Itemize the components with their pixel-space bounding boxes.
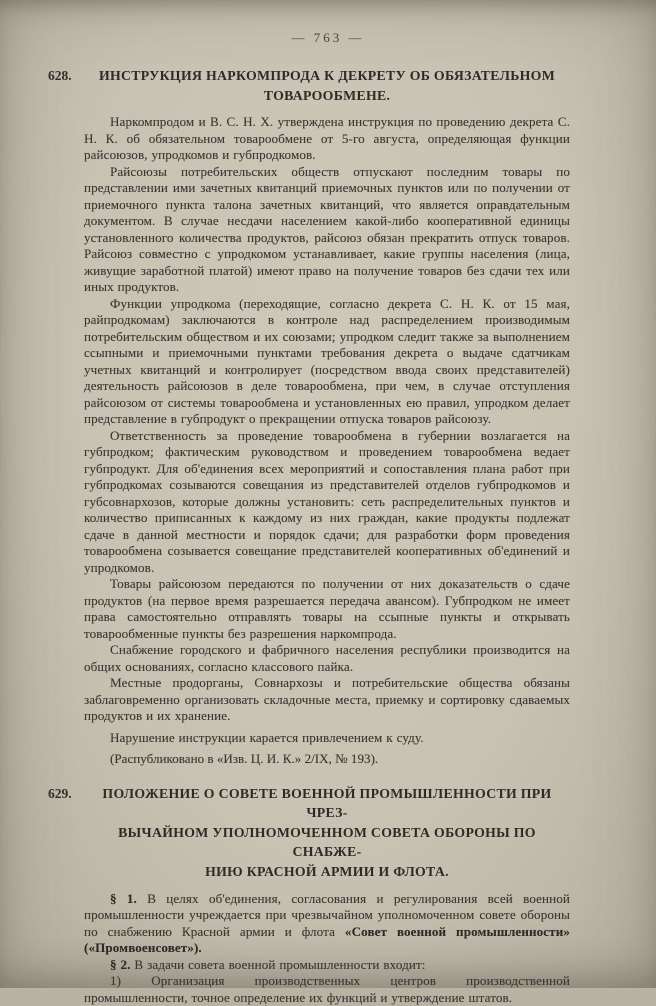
publication-note: (Распубликовано в «Изв. Ц. И. К.» 2/IX, № 193).: [110, 751, 379, 767]
section-title: [84, 784, 570, 882]
paragraph-text: В задачи совета военной промышленности входит:: [134, 956, 426, 972]
section-number: 628.: [48, 68, 72, 83]
section-number: 629.: [48, 785, 72, 801]
paragraph-marker: § 1.: [110, 890, 137, 906]
paragraph: 1) Организация производственных центров производственной промышленности, точное определение их функций и утверждение штатов.: [84, 973, 570, 1005]
paragraph: Ответственность за проведение товарообмена в губернии возлагается на губпродком; фактическим руководством и проведением товарообмена ведает губпродукт. Для об'единения всех мероприятий и сопоставления плана работ при губпродкомах созываются совещания из представителей отделов губпродкомов и губсовнархозов, которые должны установить: сеть распределительных пунктов и количество приписанных к каждому из них граждан, какие продукты подлежат сдаче в данной местности и порядок сдачи; для разработки форм проведения товарообмена созывается совещание представителей кооперативных об'единений и упродкомов.: [84, 427, 570, 575]
title-line: ИНСТРУКЦИЯ НАРКОМПРОДА К ДЕКРЕТУ ОБ ОБЯЗАТЕЛЬНОМ: [98, 68, 556, 83]
paragraph-bold: «Совет военной промышленности» («Промвоенсовет»).: [84, 923, 570, 956]
paragraph: [84, 957, 570, 974]
paragraph-marker: § 2.: [110, 956, 131, 972]
paragraph: Наркомпродом и В. С. Н. Х. утверждена инструкция по проведению декрета С. Н. К. об обязательном товарообмене от 5-го августа, определяющая функции райсоюзов, упродкомов и губпродкомов.: [84, 114, 570, 163]
page-number: — 763 —: [291, 30, 365, 45]
section-628: [48, 66, 570, 768]
paragraph: Снабжение городского и фабричного населения республики производится на общих основаниях, согласно классового пайка.: [84, 642, 570, 674]
title-line: ВЫЧАЙНОМ УПОЛНОМОЧЕННОМ СОВЕТА ОБОРОНЫ ПО СНАБЖЕ-: [118, 824, 536, 860]
paragraph: [84, 891, 570, 957]
paragraph: Функции упродкома (переходящие, согласно декрета С. Н. К. от 15 мая, райпродкомам) заключаются в контроле над распределением производимым потребительским обществом и их союзами; упродком следит также за выполнением ссыпными и приемочными пунктами требования декрета о выдаче сдатчикам учетных квитанций и контролирует (посредством ввода своих представителей) деятельность райсоюзов в деле товарообмена, при чем, в случае отступления райсоюзом от системы товарообмена и установленных ею правил, упродком делает представление в губпродукт о прекращении отпуска товаров райсоюзу.: [84, 295, 570, 427]
section-title: [84, 66, 570, 105]
paragraph: Местные продорганы, Совнархозы и потребительские общества обязаны заблаговременно организовать складочные места, приемку и сортировку сдаваемых продуктов и их хранение.: [84, 675, 570, 724]
title-line: ТОВАРООБМЕНЕ.: [263, 87, 391, 103]
paragraph: Райсоюзы потребительских обществ отпускают последним товары по представлении ими зачетных квитанций приемочных пунктов или по получении от приемочного пункта талона зачетных квитанций, что является оправдательным документом. В случае несдачи населением какой-либо кооперативной единицы установленного количества продуктов, райсоюз обязан прекратить отпуск товаров. Райсоюз совместно с упродкомом устанавливает, какие группы населения (лица, живущие заработной платой) имеют право на получение товаров без сдачи тех или иных продуктов.: [84, 163, 570, 295]
title-line: НИЮ КРАСНОЙ АРМИИ И ФЛОТА.: [205, 863, 449, 879]
paragraph-text: В целях об'единения, согласования и регулирования всей военной промышленности учреждается при чрезвычайном уполномоченном совете обороны по снабжению Красной армии и флота: [84, 890, 571, 939]
text-block: [48, 66, 571, 1006]
paragraph: Нарушение инструкции карается привлечением к суду.: [110, 729, 424, 745]
title-line: ПОЛОЖЕНИЕ О СОВЕТЕ ВОЕННОЙ ПРОМЫШЛЕННОСТИ ПРИ ЧРЕЗ-: [102, 785, 552, 821]
section-629: [48, 784, 571, 1006]
paragraph: Товары райсоюзом передаются по получении от них доказательств о сдаче продуктов (на первое время разрешается передача авансом). Губпродком не имеет права самостоятельно отправлять товары на ссыпные пункты и открывать товарообменные пункты без разрешения наркомпрода.: [84, 576, 570, 641]
